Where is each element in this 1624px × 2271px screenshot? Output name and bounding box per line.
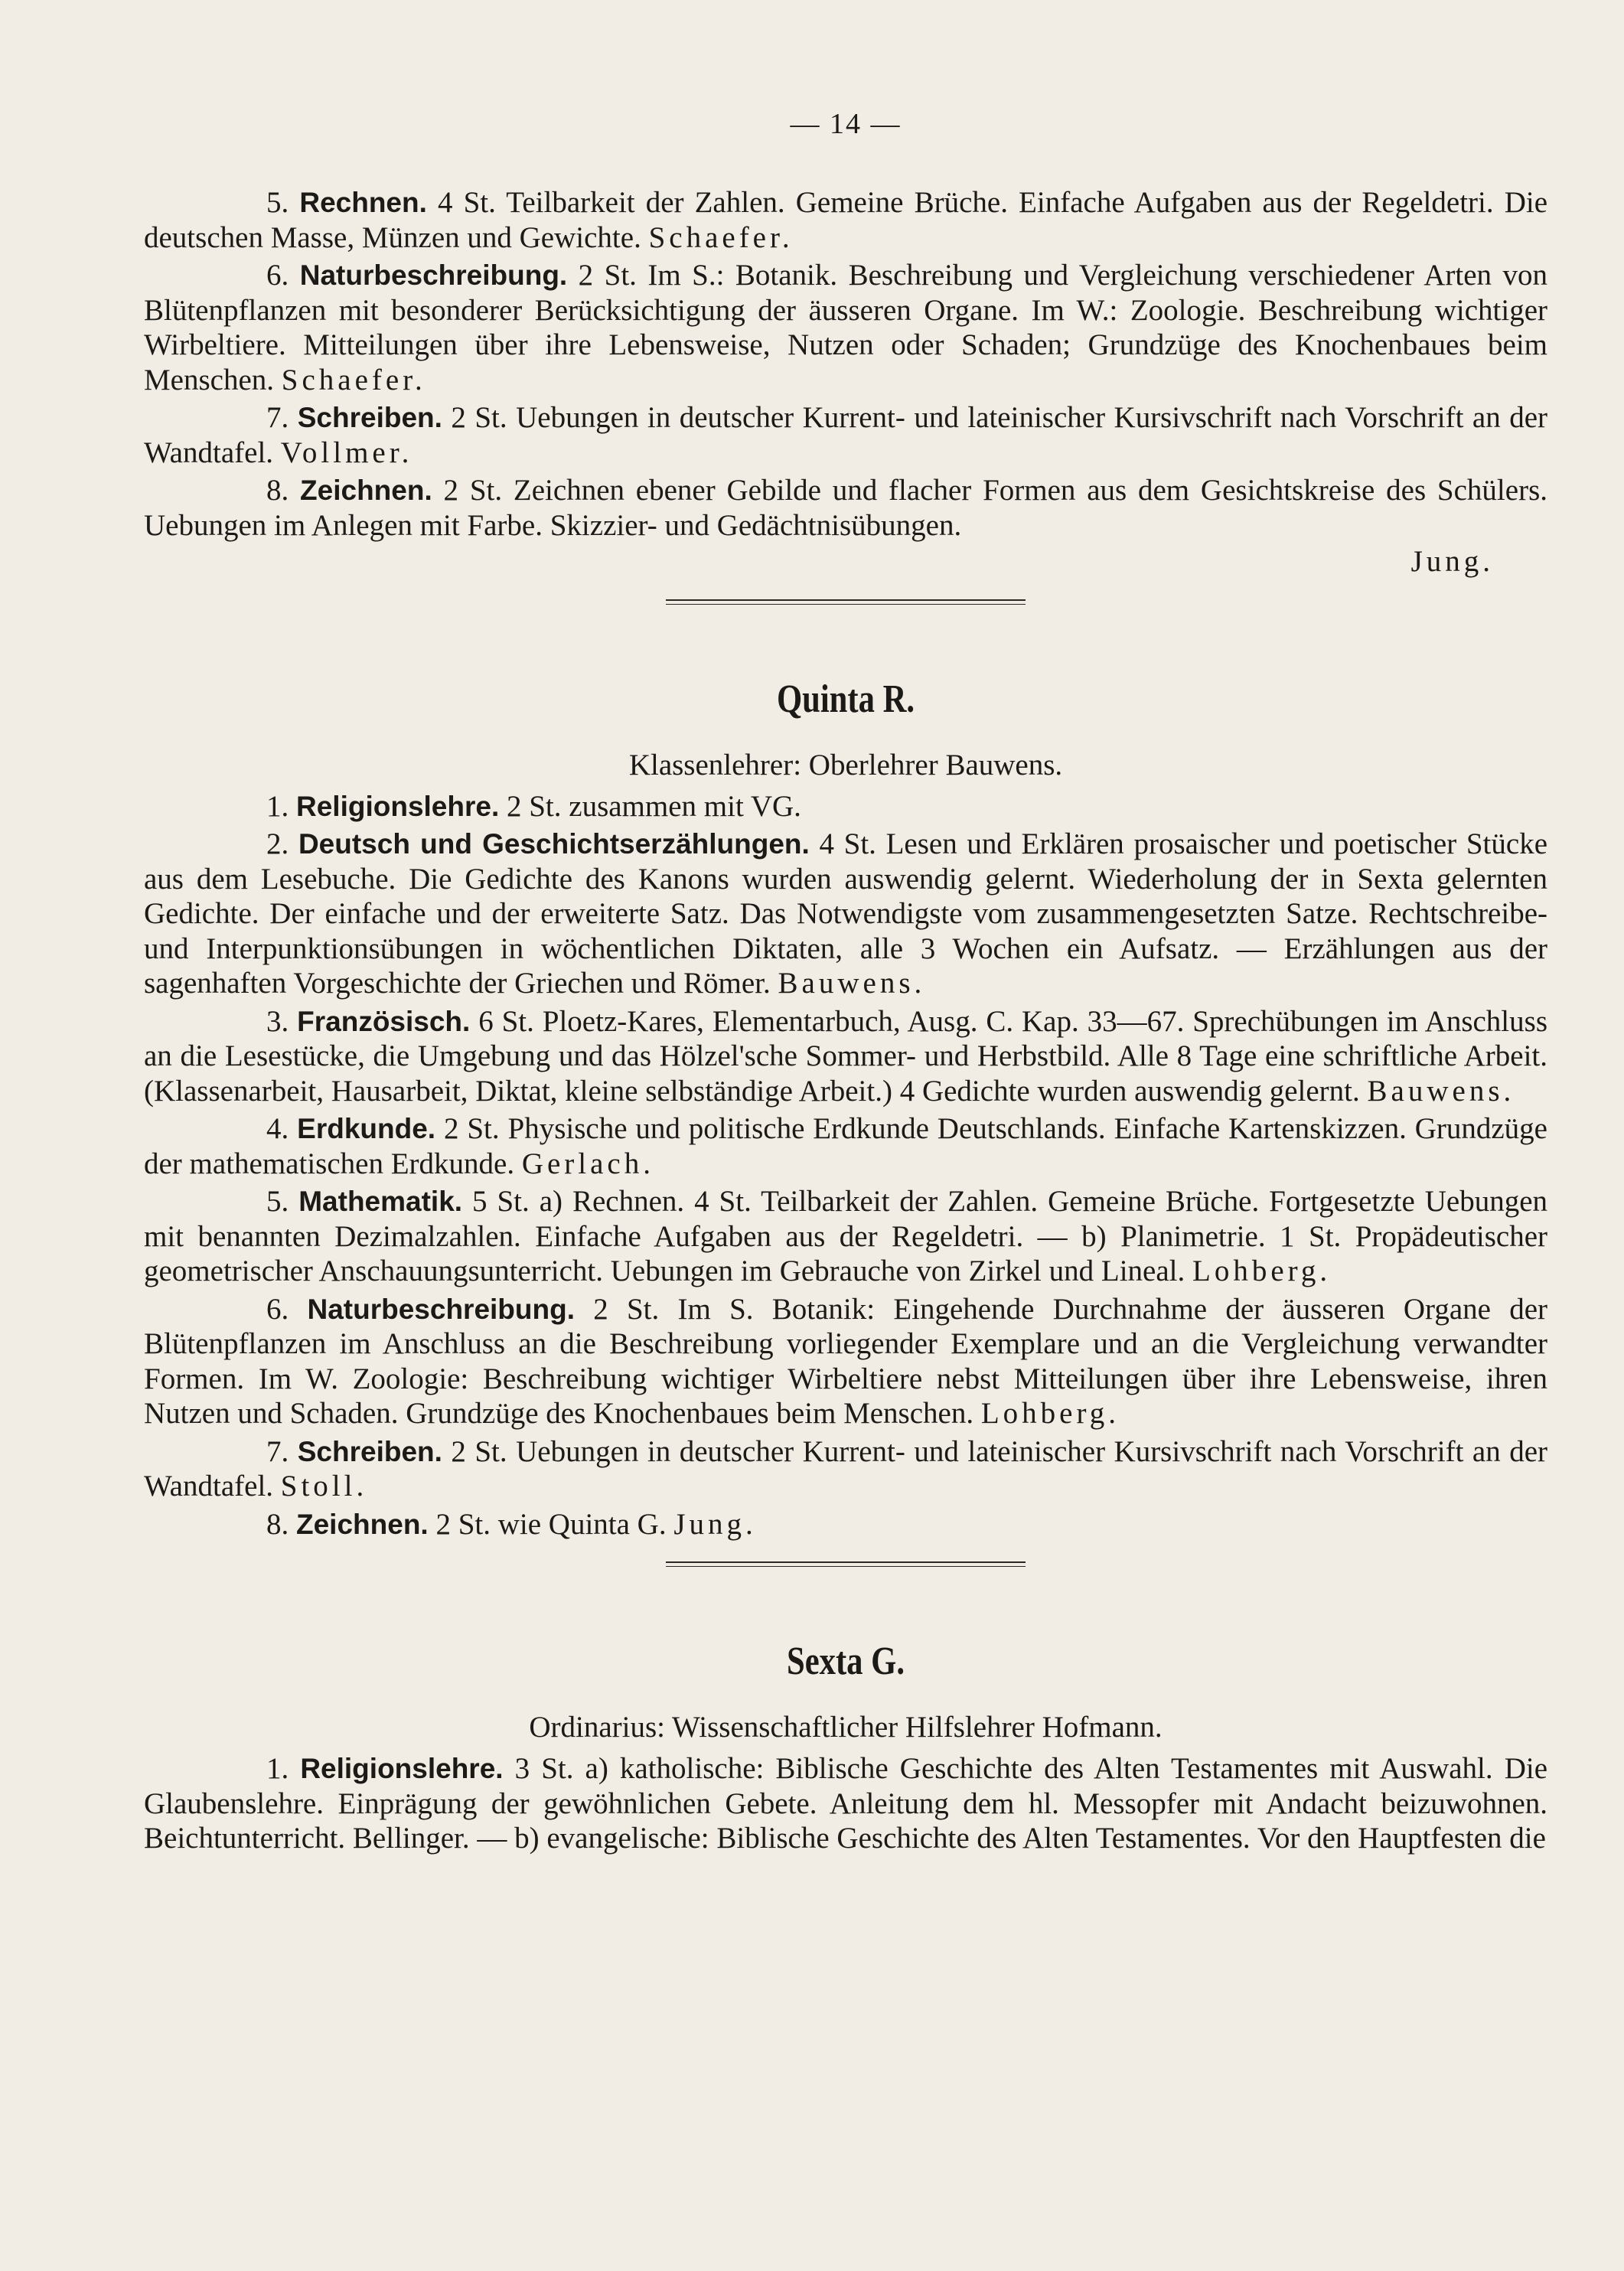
section-title: Sexta G.	[787, 1640, 905, 1683]
subject-heading: Mathematik.	[298, 1186, 463, 1217]
item-number: 1.	[266, 1752, 289, 1785]
teacher-name: Schaefer.	[281, 363, 426, 396]
subject-heading: Religionslehre.	[300, 1753, 504, 1784]
paragraph-text: 3 St. a) katholische: Biblische Geschichte des Alten Testamentes mit Auswahl. Die Glaubenslehre. Einprägung der gewöhnlichen Gebete. Anleitung dem hl. Messopfer mit Andacht beizuwohnen. Beichtunterricht. Bellinger. — b) evangelische: Biblische Geschichte des Alten Testamentes. Vor den Hauptfesten die	[144, 1752, 1548, 1855]
item-number: 4.	[266, 1112, 289, 1145]
subject-heading: Schreiben.	[297, 1435, 442, 1467]
item-number: 7.	[266, 1434, 289, 1468]
quinta-section	[144, 677, 1547, 1542]
item-number: 5.	[266, 186, 289, 219]
paragraph-deutsch	[144, 827, 1547, 1001]
paragraph-text: 5 St. a) Rechnen. 4 St. Teilbarkeit der Zahlen. Gemeine Brüche. Fortgesetzte Uebungen mit benannten Dezimalzahlen. Einfache Aufgaben aus der Regeldetri. — b) Planimetrie. 1 St. Propädeutischer geometrischer Anschauungsunterricht. Uebungen im Gebrauche von Zirkel und Lineal.	[144, 1185, 1548, 1287]
paragraph-text: 2 St. Uebungen in deutscher Kurrent- und lateinischer Kursivschrift nach Vorschrift an der Wandtafel.	[144, 1434, 1548, 1503]
item-number: 1.	[266, 789, 289, 823]
subject-heading: Französisch.	[297, 1005, 471, 1037]
paragraph-naturbeschreibung	[144, 1292, 1547, 1431]
subject-heading: Rechnen.	[299, 187, 427, 218]
subject-heading: Schreiben.	[297, 402, 442, 433]
paragraph-zeichnen	[144, 1507, 1547, 1542]
section-divider	[666, 1561, 1026, 1567]
paragraph-text: 2 St. zusammen mit VG.	[499, 789, 801, 823]
subject-heading: Zeichnen.	[296, 1508, 429, 1540]
paragraph-text: 4 St. Lesen und Erklären prosaischer und poetischer Stücke aus dem Lesebuche. Die Gedichte des Kanons wurden auswendig gelernt. Wiederholung der in Sexta gelernten Gedichte. Der einfache und der erweiterte Satz. Das Notwendigste vom zusammengesetzten Satze. Rechtschreibe- und Interpunktionsübungen in wöchentlichen Diktaten, alle 3 Wochen ein Aufsatz. — Erzählungen aus der sagenhaften Vorgeschichte der Griechen und Römer.	[144, 827, 1548, 1000]
teacher-name: Gerlach.	[521, 1147, 654, 1180]
item-number: 6.	[266, 259, 289, 292]
teacher-name: Jung.	[673, 1507, 757, 1541]
paragraph-erdkunde	[144, 1111, 1547, 1181]
paragraph-zeichnen	[144, 473, 1547, 543]
ordinarius-line: Ordinarius: Wissenschaftlicher Hilfslehrer Hofmann.	[529, 1711, 1163, 1744]
paragraph-text: 2 St. wie Quinta G.	[428, 1507, 674, 1541]
paragraph-schreiben	[144, 1434, 1547, 1504]
teacher-name: Vollmer.	[280, 436, 413, 469]
paragraph-text: 2 St. Im S. Botanik: Eingehende Durchnahme der äusseren Organe der Blütenpflanzen im Anschluss an die Beschreibung vorliegender Exemplare und an die Vergleichung verwandter Formen. Im W. Zoologie: Beschreibung wichtiger Wirbeltiere nebst Mitteilungen über ihre Lebensweise, ihren Nutzen und Schaden. Grundzüge des Knochenbaues beim Menschen.	[144, 1292, 1547, 1430]
paragraph-religionslehre	[144, 1751, 1547, 1856]
teacher-name: Lohberg.	[1192, 1255, 1332, 1287]
paragraph-mathematik	[144, 1184, 1547, 1289]
item-number: 8.	[266, 1507, 289, 1541]
paragraph-franzoesisch	[144, 1004, 1547, 1109]
item-number: 2.	[266, 827, 289, 860]
teacher-name: Lohberg.	[980, 1397, 1120, 1430]
sexta-section	[144, 1639, 1547, 1856]
teacher-name: Bauwens.	[778, 967, 926, 1000]
teacher-name: Schaefer.	[648, 220, 794, 254]
paragraph-text: 2 St. Im S.: Botanik. Beschreibung und Vergleichung verschiedener Arten von Blütenpflanzen mit besonderer Berücksichtigung der äusseren Organe. Im W.: Zoologie. Beschreibung wichtiger Wirbeltiere. Mitteilungen über ihre Lebensweise, Nutzen oder Schaden; Grundzüge des Knochenbaues beim Menschen.	[144, 259, 1548, 396]
paragraph-naturbeschreibung	[144, 258, 1547, 397]
subject-heading: Zeichnen.	[300, 475, 432, 506]
item-number: 6.	[266, 1292, 289, 1326]
item-number: 8.	[266, 474, 289, 507]
teacher-name: Bauwens.	[1367, 1074, 1515, 1108]
teacher-signature: Jung.	[1410, 545, 1494, 578]
paragraph-text: 2 St. Uebungen in deutscher Kurrent- und lateinischer Kursivschrift nach Vorschrift an der Wandtafel.	[144, 401, 1548, 469]
paragraph-schreiben	[144, 400, 1547, 470]
paragraph-religionslehre	[144, 789, 1547, 824]
subject-heading: Religionslehre.	[296, 790, 500, 822]
paragraph-text: 6 St. Ploetz-Kares, Elementarbuch, Ausg. C. Kap. 33—67. Sprechübungen im Anschluss an die Lesestücke, die Umgebung und das Hölzel'sche Sommer- und Herbstbild. Alle 8 Tage eine schriftliche Arbeit. (Klassenarbeit, Hausarbeit, Diktat, kleine selbständige Arbeit.) 4 Gedichte wurden auswendig gelernt.	[144, 1004, 1547, 1108]
page-number: — 14 —	[790, 108, 902, 140]
subject-heading: Naturbeschreibung.	[299, 259, 568, 291]
subject-heading: Erdkunde.	[297, 1113, 436, 1144]
top-section	[144, 185, 1547, 579]
paragraph-rechnen	[144, 185, 1547, 255]
paragraph-text: 4 St. Teilbarkeit der Zahlen. Gemeine Brüche. Einfache Aufgaben aus der Regeldetri. Die deutschen Masse, Münzen und Gewichte.	[144, 186, 1548, 254]
teacher-name: Stoll.	[280, 1470, 368, 1503]
paragraph-text: 2 St. Physische und politische Erdkunde Deutschlands. Einfache Kartenskizzen. Grundzüge der mathematischen Erdkunde.	[144, 1112, 1547, 1180]
section-title: Quinta R.	[776, 677, 915, 721]
paragraph-text: 2 St. Zeichnen ebener Gebilde und flacher Formen aus dem Gesichtskreise des Schülers. Uebungen im Anlegen mit Farbe. Skizzier- und Gedächtnisübungen.	[144, 474, 1547, 542]
item-number: 7.	[266, 401, 289, 434]
section-divider	[666, 599, 1026, 605]
item-number: 5.	[266, 1185, 289, 1218]
subject-heading: Naturbeschreibung.	[307, 1293, 575, 1325]
subject-heading: Deutsch und Geschichtserzählungen.	[298, 828, 810, 860]
klassenlehrer-line: Klassenlehrer: Oberlehrer Bauwens.	[628, 748, 1063, 781]
item-number: 3.	[266, 1004, 289, 1038]
